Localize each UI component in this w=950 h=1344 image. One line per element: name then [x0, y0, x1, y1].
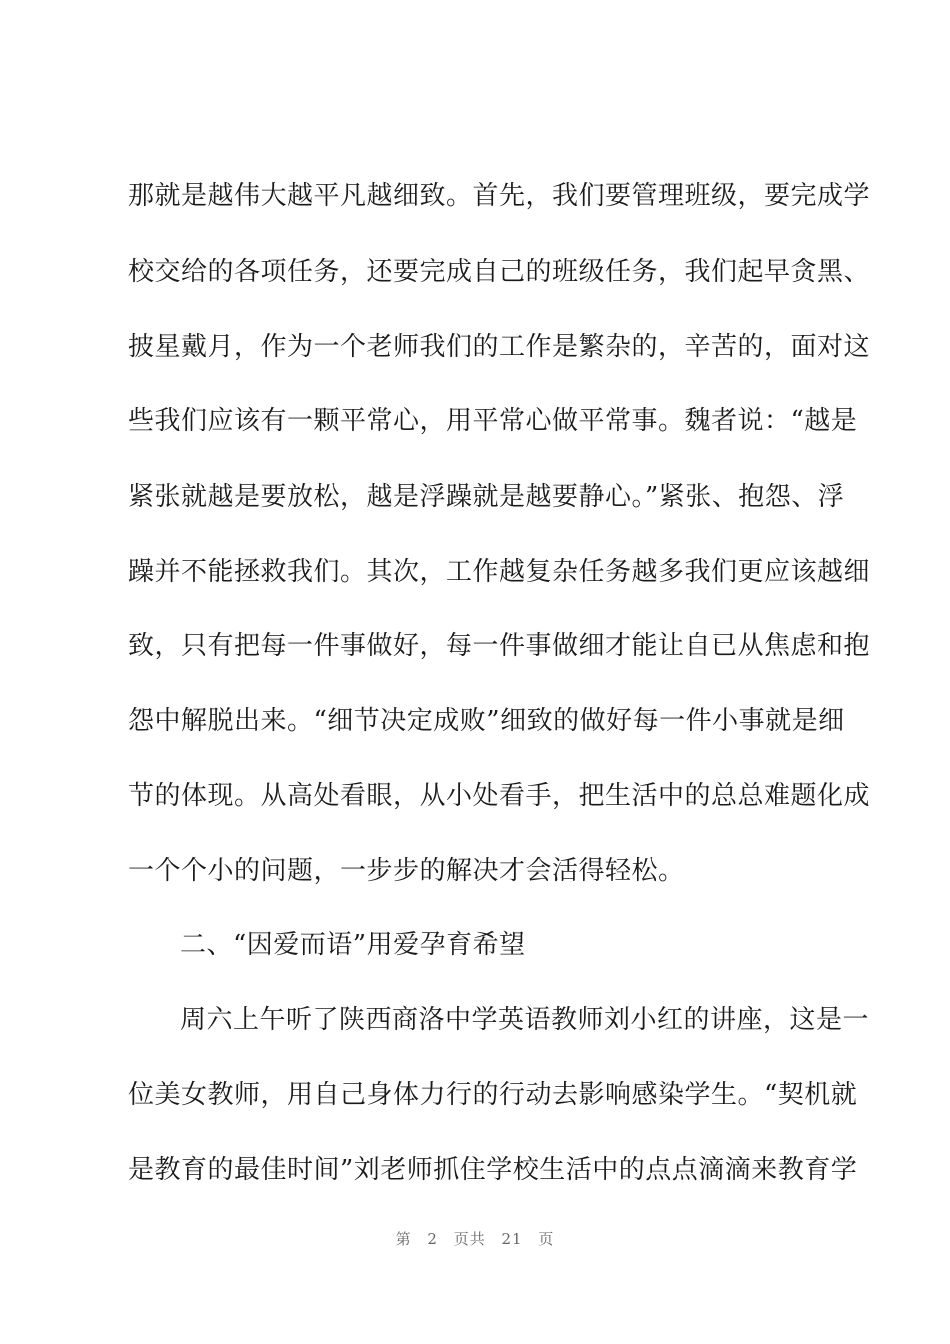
paragraph-line: 躁并不能拯救我们。其次，工作越复杂任务越多我们更应该越细: [128, 557, 871, 587]
paragraph-line: 致，只有把每一件事做好，每一件事做细才能让自已从焦虑和抱: [128, 631, 871, 661]
paragraph-line: 些我们应该有一颗平常心，用平常心做平常事。魏者说：“越是: [128, 406, 858, 436]
paragraph-line: 周六上午听了陕西商洛中学英语教师刘小红的讲座，这是一: [180, 1005, 870, 1035]
paragraph-line: 怨中解脱出来。“细节决定成败”细致的做好每一件小事就是细: [128, 706, 845, 736]
paragraph-line: 位美女教师，用自己身体力行的行动去影响感染学生。“契机就: [128, 1080, 858, 1110]
paragraph-line: 节的体现。从高处看眼，从小处看手，把生活中的总总难题化成: [128, 781, 871, 811]
section-heading: 二、“因爱而语”用爱孕育希望: [180, 930, 526, 960]
page-number-footer: 第 2 页共 21 页: [395, 1230, 555, 1248]
paragraph-line: 是教育的最佳时间”刘老师抓住学校生活中的点点滴滴来教育学: [128, 1155, 858, 1185]
paragraph-line: 紧张就越是要放松，越是浮躁就是越要静心。”紧张、抱怨、浮: [128, 482, 845, 512]
paragraph-line: 校交给的各项任务，还要完成自己的班级任务，我们起早贪黑、: [128, 257, 871, 287]
paragraph-line: 一个个小的问题，一步步的解决才会活得轻松。: [128, 856, 685, 886]
paragraph-line: 那就是越伟大越平凡越细致。首先，我们要管理班级，要完成学: [128, 181, 871, 211]
paragraph-line: 披星戴月，作为一个老师我们的工作是繁杂的，辛苦的，面对这: [128, 332, 871, 362]
